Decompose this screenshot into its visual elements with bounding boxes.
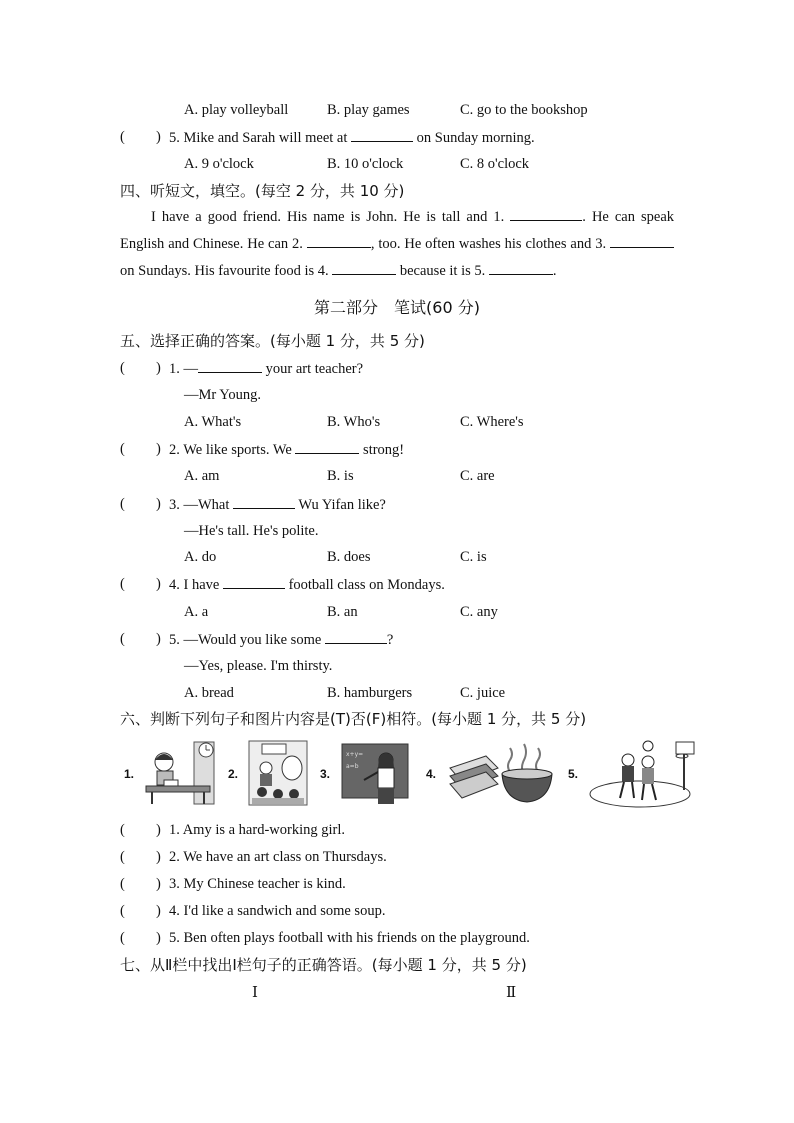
pic-number: 3.: [320, 767, 331, 781]
listening-q5: [120, 127, 674, 147]
pic-number: 2.: [228, 767, 239, 781]
answer-blank[interactable]: [351, 127, 413, 142]
s5-q2: ( ) 2. We like sports. We strong!: [120, 441, 405, 458]
option-c: C. any: [460, 604, 498, 620]
section-4-title: 四、听短文，填空。(每空 2 分，共 10 分): [120, 182, 405, 200]
option-a: A. a: [184, 604, 209, 620]
answer-blank[interactable]: [223, 574, 285, 589]
art-class-picture: [248, 740, 308, 806]
option-c: C. is: [460, 549, 487, 565]
answer-blank[interactable]: [325, 629, 387, 644]
answer-blank[interactable]: [233, 494, 295, 509]
answer-bracket[interactable]: ( ): [120, 360, 161, 376]
answer-blank[interactable]: [295, 439, 359, 454]
option-a: A. play volleyball: [184, 102, 289, 118]
section-7-title: 七、从Ⅱ栏中找出Ⅰ栏句子的正确答语。(每小题 1 分，共 5 分): [120, 956, 527, 974]
blank-2[interactable]: [307, 233, 371, 248]
option-b: B. an: [327, 604, 358, 620]
s6-sentence-1: ( ) 1. Amy is a hard-working girl.: [120, 822, 345, 838]
section-6-title: 六、判断下列句子和图片内容是(T)否(F)相符。(每小题 1 分，共 5 分): [120, 710, 587, 728]
listening-q4-options: [120, 100, 674, 120]
s5-q1-answer: —Mr Young.: [184, 387, 261, 403]
option-b: B. does: [327, 549, 371, 565]
column-2-heading: Ⅱ: [506, 985, 517, 1001]
blank-4[interactable]: [332, 260, 396, 275]
sandwich-and-soup-picture: [446, 740, 556, 806]
option-c: C. juice: [460, 685, 506, 701]
option-b: B. hamburgers: [327, 685, 413, 701]
option-b: B. Who's: [327, 414, 381, 430]
option-c: C. go to the bookshop: [460, 102, 588, 118]
svg-text:a=b: a=b: [346, 763, 359, 770]
section-5-title: 五、选择正确的答案。(每小题 1 分，共 5 分): [120, 332, 425, 350]
answer-bracket[interactable]: ( ): [120, 876, 161, 892]
answer-bracket[interactable]: ( ): [120, 631, 161, 647]
answer-bracket[interactable]: ( ): [120, 129, 161, 145]
pic-number: 4.: [426, 767, 437, 781]
blank-3[interactable]: [610, 233, 674, 248]
pic-number: 1.: [124, 767, 135, 781]
s6-sentence-5: ( ) 5. Ben often plays football with his friends on the playground.: [120, 930, 530, 946]
option-a: A. bread: [184, 685, 234, 701]
answer-bracket[interactable]: ( ): [120, 930, 161, 946]
s5-q4: ( ) 4. I have football class on Mondays.: [120, 576, 445, 593]
answer-blank[interactable]: [198, 358, 262, 373]
s6-sentence-3: ( ) 3. My Chinese teacher is kind.: [120, 876, 346, 892]
option-c: C. are: [460, 468, 495, 484]
answer-bracket[interactable]: ( ): [120, 849, 161, 865]
teacher-picture: [340, 740, 410, 806]
listening-q5-options: [120, 154, 674, 174]
option-a: A. 9 o'clock: [184, 156, 254, 172]
basketball-playground-picture: [588, 740, 698, 810]
s5-q3-options: [120, 547, 674, 567]
option-a: A. do: [184, 549, 217, 565]
s5-q3-answer: —He's tall. He's polite.: [184, 523, 319, 539]
answer-bracket[interactable]: ( ): [120, 576, 161, 592]
s5-q1-options: [120, 412, 674, 432]
question-stem: 5. Mike and Sarah will meet at on Sunday morning.: [169, 127, 535, 148]
s5-q5-answer: —Yes, please. I'm thirsty.: [184, 658, 333, 674]
option-c: C. 8 o'clock: [460, 156, 530, 172]
section-4-passage: I have a good friend. His name is John. He is tall and 1. . He can speak English and Chinese. He can 2. , too. He often washes his clothes and 3. on Sundays. His favourite food is 4. because it is 5. .: [120, 204, 674, 285]
option-c: C. Where's: [460, 414, 524, 430]
option-a: A. What's: [184, 414, 242, 430]
blank-5[interactable]: [489, 260, 553, 275]
girl-studying-picture: [144, 740, 216, 806]
option-b: B. is: [327, 468, 354, 484]
s5-q4-options: [120, 602, 674, 622]
s6-sentence-2: ( ) 2. We have an art class on Thursdays.: [120, 849, 387, 865]
s5-q3: ( ) 3. —What Wu Yifan like?: [120, 496, 386, 513]
answer-bracket[interactable]: ( ): [120, 441, 161, 457]
s5-q1: ( ) 1. — your art teacher?: [120, 360, 364, 377]
svg-text:x+y=: x+y=: [346, 751, 364, 758]
blank-1[interactable]: [510, 206, 582, 221]
option-b: B. 10 o'clock: [327, 156, 404, 172]
s6-sentence-4: ( ) 4. I'd like a sandwich and some soup.: [120, 903, 386, 919]
s5-q5-options: [120, 683, 674, 703]
answer-bracket[interactable]: ( ): [120, 903, 161, 919]
answer-bracket[interactable]: ( ): [120, 496, 161, 512]
option-a: A. am: [184, 468, 220, 484]
column-1-heading: Ⅰ: [252, 985, 258, 1001]
answer-bracket[interactable]: ( ): [120, 822, 161, 838]
s5-q5: ( ) 5. —Would you like some ?: [120, 631, 394, 648]
part-2-title: 第二部分 笔试(60 分): [314, 298, 480, 317]
picture-row: [120, 740, 700, 810]
option-b: B. play games: [327, 102, 410, 118]
pic-number: 5.: [568, 767, 579, 781]
s5-q2-options: [120, 466, 674, 486]
